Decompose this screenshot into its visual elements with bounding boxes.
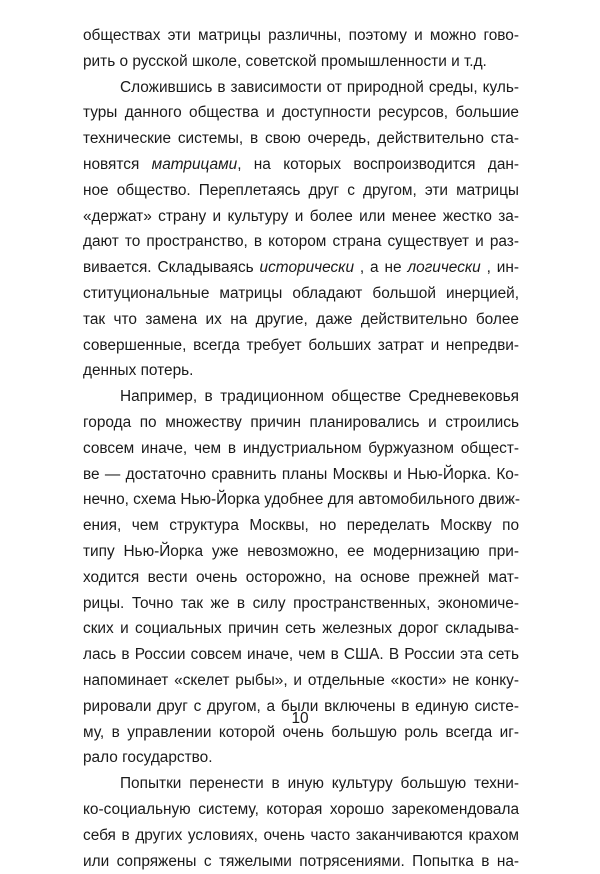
text-line: ения, чем структура Москвы, но переделать Москву по [83, 513, 519, 539]
text-line: рало государство. [83, 745, 519, 771]
text-line: совершенные, всегда требует больших затрат и непредви- [83, 333, 519, 359]
text-line: типу Нью-Йорка уже невозможно, ее модернизацию при- [83, 539, 519, 565]
text-line: вивается. Складываясь исторически , а не логически , ин- [83, 255, 519, 281]
text-line: ходится вести очень осторожно, на основе прежней мат- [83, 565, 519, 591]
text-line: ских и социальных причин сеть железных дорог складыва- [83, 616, 519, 642]
text-line: Сложившись в зависимости от природной среды, куль- [83, 75, 519, 101]
text-line: денных потерь. [83, 358, 519, 384]
text-line: рить о русской школе, советской промышленности и т.д. [83, 49, 519, 75]
paragraph [83, 771, 519, 874]
page-number: 10 [0, 710, 600, 728]
text-line: ное общество. Переплетаясь друг с другом, эти матрицы [83, 178, 519, 204]
text-line: дают то пространство, в котором страна существует и раз- [83, 229, 519, 255]
text-line: рировали друг с другом, а были включены в единую систе- [83, 694, 519, 720]
text-line: му, в управлении которой очень большую роль всегда иг- [83, 720, 519, 746]
text-line: новятся матрицами, на которых воспроизводится дан- [83, 152, 519, 178]
text-line: себя в других условиях, очень часто заканчиваются крахом [83, 823, 519, 849]
text-line: туры данного общества и доступности ресурсов, большие [83, 100, 519, 126]
text-line: нечно, схема Нью-Йорка удобнее для автомобильного движ- [83, 487, 519, 513]
body-text [83, 23, 519, 874]
text-line: Например, в традиционном обществе Средневековья [83, 384, 519, 410]
text-line: или сопряжены с тяжелыми потрясениями. Попытка в на- [83, 849, 519, 874]
text-line: ве — достаточно сравнить планы Москвы и Нью-Йорка. Ко- [83, 462, 519, 488]
text-line: обществах эти матрицы различны, поэтому и можно гово- [83, 23, 519, 49]
text-line: ко-социальную систему, которая хорошо зарекомендовала [83, 797, 519, 823]
paragraph [83, 23, 519, 75]
text-line: ституциональные матрицы обладают большой инерцией, [83, 281, 519, 307]
text-line: города по множеству причин планировались и строились [83, 410, 519, 436]
text-line: «держат» страну и культуру и более или менее жестко за- [83, 204, 519, 230]
text-line: технические системы, в свою очередь, действительно ста- [83, 126, 519, 152]
text-line: Попытки перенести в иную культуру большую техни- [83, 771, 519, 797]
text-line: напоминает «скелет рыбы», и отдельные «кости» не конку- [83, 668, 519, 694]
text-line: так что замена их на другие, даже действительно более [83, 307, 519, 333]
text-line: совсем иначе, чем в индустриальном буржуазном общест- [83, 436, 519, 462]
text-line: лась в России совсем иначе, чем в США. В России эта сеть [83, 642, 519, 668]
paragraph [83, 75, 519, 385]
text-line: рицы. Точно так же в силу пространственных, экономиче- [83, 591, 519, 617]
